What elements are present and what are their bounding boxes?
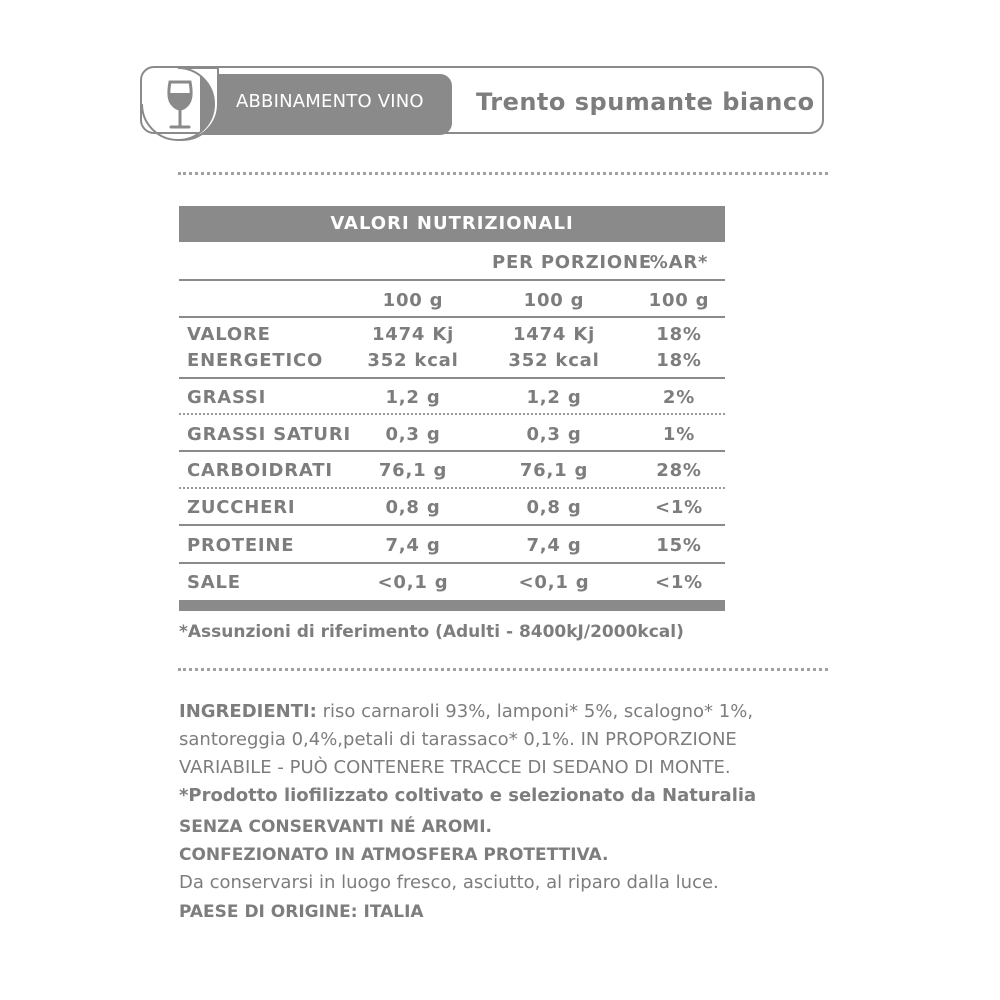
row-value-100g: 0,8 g <box>385 497 441 518</box>
dotted-divider <box>178 668 828 671</box>
row-label: CARBOIDRATI <box>187 460 333 481</box>
table-rule <box>179 279 725 281</box>
unit-ar: 100 g <box>648 290 710 311</box>
nutrition-title: VALORI NUTRIZIONALI <box>330 213 574 234</box>
energy-label-1: VALORE <box>187 324 271 345</box>
dotted-divider <box>178 172 828 175</box>
row-value-100g: 1,2 g <box>385 387 441 408</box>
energy-kcal-ar: 18% <box>656 350 702 371</box>
wine-pairing-label: ABBINAMENTO VINO <box>236 91 424 112</box>
energy-label-2: ENERGETICO <box>187 350 324 371</box>
ingredients-line-1 <box>179 701 753 722</box>
energy-kj-portion: 1474 Kj <box>512 324 596 345</box>
row-value-ar: 15% <box>656 535 702 556</box>
table-bottom-bar <box>179 600 725 611</box>
unit-100g: 100 g <box>382 290 444 311</box>
table-dotted-rule <box>179 487 725 489</box>
col-header-ar: %AR* <box>649 252 709 273</box>
row-value-ar: 1% <box>662 424 696 445</box>
row-value-100g: 76,1 g <box>378 460 448 481</box>
ingredients-text: riso carnaroli 93%, lamponi* 5%, scalogno* 1%, <box>316 701 754 722</box>
reference-intake-note: *Assunzioni di riferimento (Adulti - 8400kJ/2000kcal) <box>179 622 684 642</box>
row-label: SALE <box>187 572 241 593</box>
row-value-100g: 7,4 g <box>385 535 441 556</box>
ingredients-line-2: santoreggia 0,4%,petali di tarassaco* 0,1%. IN PROPORZIONE <box>179 729 737 750</box>
row-value-100g: 0,3 g <box>385 424 441 445</box>
energy-kj-100g: 1474 Kj <box>371 324 455 345</box>
wine-glass-icon <box>140 66 220 144</box>
row-label: PROTEINE <box>187 535 295 556</box>
row-value-ar: <1% <box>654 572 704 593</box>
energy-kj-ar: 18% <box>656 324 702 345</box>
origin-note: PAESE DI ORIGINE: ITALIA <box>179 902 424 922</box>
table-rule <box>179 524 725 526</box>
row-value-portion: 0,8 g <box>526 497 582 518</box>
ingredients-line-3: VARIABILE - PUÒ CONTENERE TRACCE DI SEDANO DI MONTE. <box>179 757 731 778</box>
unit-portion: 100 g <box>523 290 585 311</box>
freeze-dried-note: *Prodotto liofilizzato coltivato e selezionato da Naturalia <box>179 785 757 806</box>
row-value-100g: <0,1 g <box>377 572 449 593</box>
col-header-portion: PER PORZIONE <box>492 252 652 273</box>
row-value-ar: <1% <box>654 497 704 518</box>
energy-kcal-100g: 352 kcal <box>367 350 459 371</box>
no-preservatives-note: SENZA CONSERVANTI NÉ AROMI. <box>179 817 492 837</box>
table-rule <box>179 316 725 318</box>
row-value-portion: <0,1 g <box>518 572 590 593</box>
table-dotted-rule <box>179 413 725 415</box>
table-rule <box>179 377 725 379</box>
table-rule <box>179 450 725 452</box>
row-value-portion: 0,3 g <box>526 424 582 445</box>
energy-kcal-portion: 352 kcal <box>508 350 600 371</box>
row-label: GRASSI SATURI <box>187 424 351 445</box>
wine-pairing-value: Trento spumante bianco <box>476 88 815 116</box>
packaging-note: CONFEZIONATO IN ATMOSFERA PROTETTIVA. <box>179 845 609 865</box>
row-value-ar: 2% <box>662 387 696 408</box>
ingredients-label: INGREDIENTI: <box>179 701 317 722</box>
row-value-portion: 7,4 g <box>526 535 582 556</box>
row-label: ZUCCHERI <box>187 497 296 518</box>
row-value-ar: 28% <box>656 460 702 481</box>
table-rule <box>179 562 725 564</box>
storage-note: Da conservarsi in luogo fresco, asciutto, al riparo dalla luce. <box>179 872 719 893</box>
row-label: GRASSI <box>187 387 267 408</box>
row-value-portion: 76,1 g <box>519 460 589 481</box>
row-value-portion: 1,2 g <box>526 387 582 408</box>
